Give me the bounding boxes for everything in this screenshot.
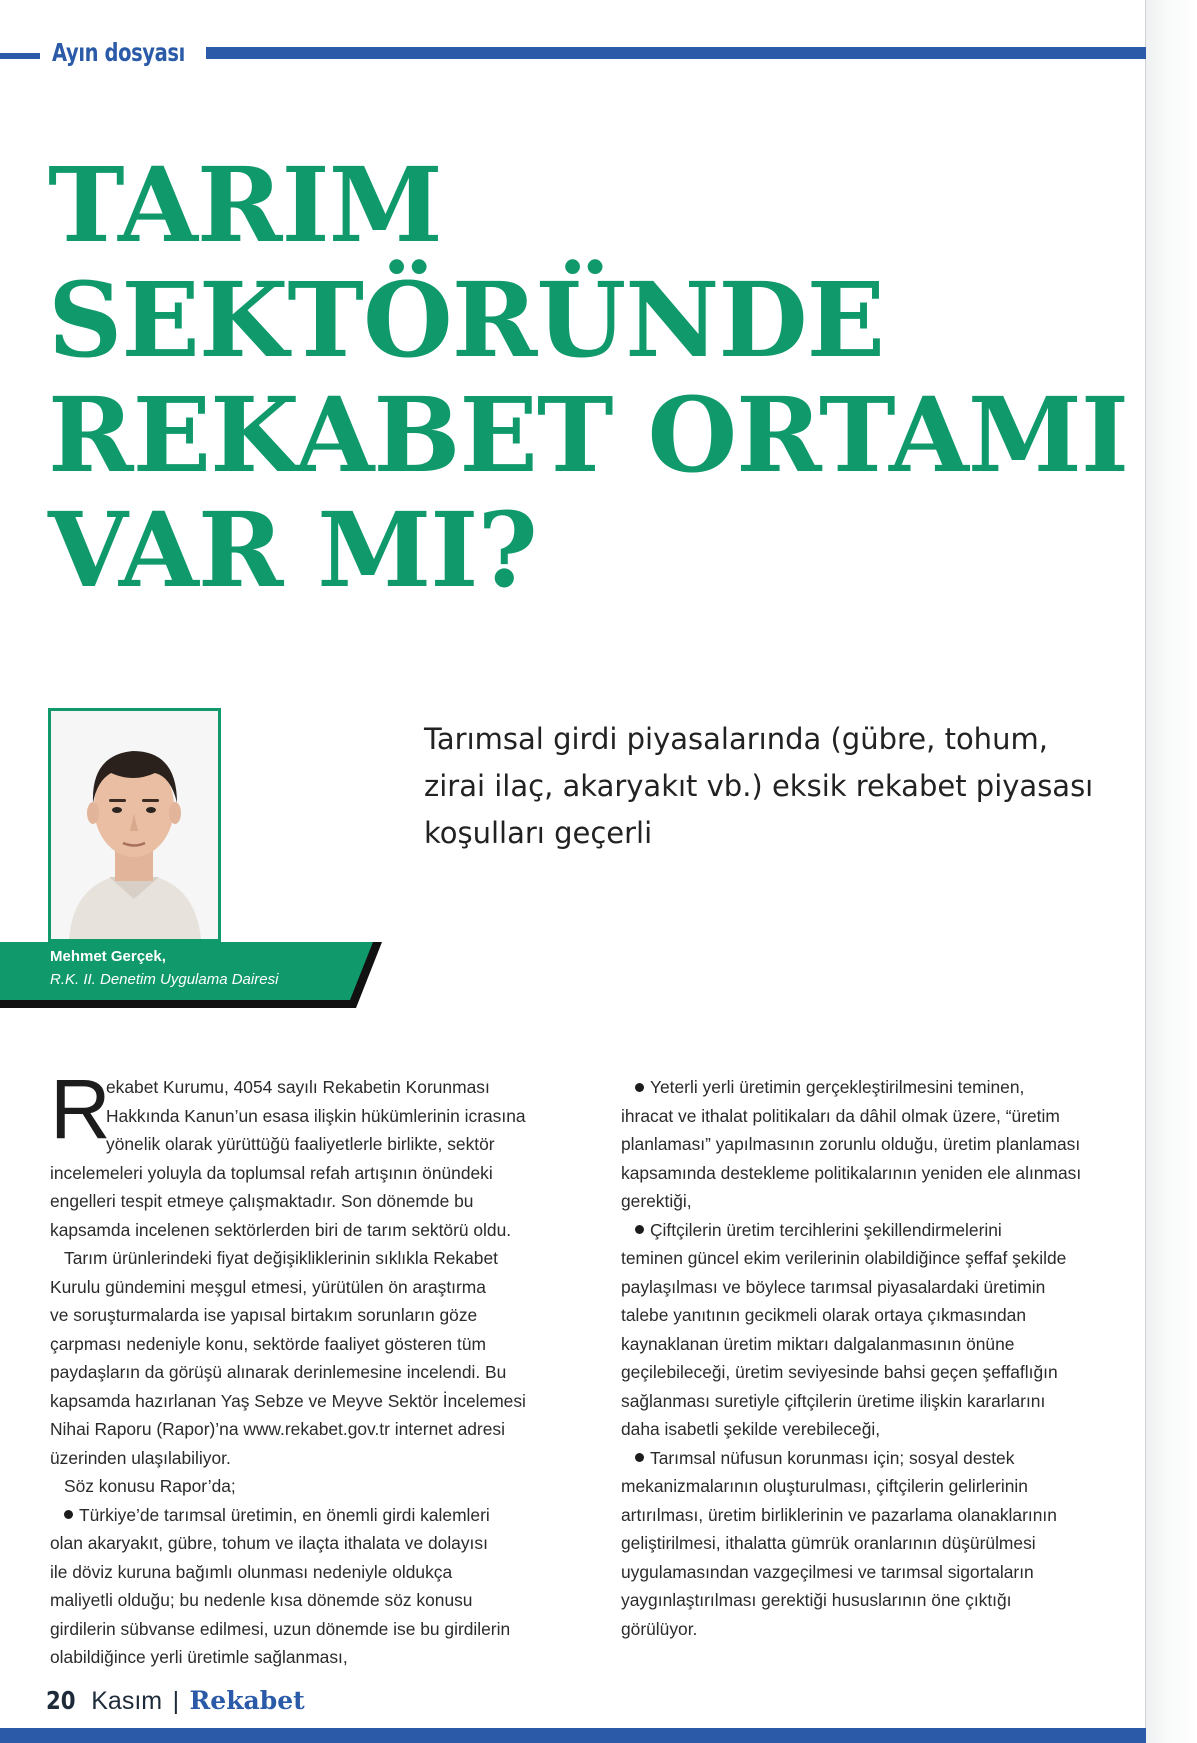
body-line: yaygınlaştırılması gerektiği hususlarının öne çıktığı xyxy=(621,1590,1012,1610)
footer-accent-bar xyxy=(0,1728,1146,1743)
bullet-text: Çiftçilerin üretim tercihlerini şekillendirmelerini xyxy=(650,1219,1002,1240)
body-line: üzerinden ulaşılabiliyor. xyxy=(50,1447,231,1468)
body-column-left xyxy=(50,1062,570,1672)
headline-line: REKABET ORTAMI xyxy=(48,375,1129,496)
body-line: geliştirilmesi, ithalatta gümrük oranlarının düşürülmesi xyxy=(621,1533,1036,1553)
body-line: mekanizmalarının oluşturulması, çiftçilerin gelirlerinin xyxy=(621,1476,1028,1496)
author-photo-frame xyxy=(48,708,221,942)
bullet-icon xyxy=(635,1083,644,1092)
article-deck xyxy=(424,716,1144,857)
page-number: 20 xyxy=(46,1686,76,1715)
body-line: Söz konusu Rapor’da; xyxy=(64,1476,236,1496)
body-line: maliyetli olduğu; bu nedenle kısa dönemde söz konusu xyxy=(50,1590,473,1610)
body-line: Kurulu gündemini meşgul etmesi, yürütülen ön araştırma xyxy=(50,1276,486,1297)
body-line: olabildiğince yerli üretimle sağlanması, xyxy=(50,1647,348,1667)
body-line: gerektiği, xyxy=(621,1191,692,1211)
drop-cap: R xyxy=(50,1062,111,1156)
body-line: yönelik olarak yürüttüğü faaliyetlerle birlikte, sektör xyxy=(106,1134,495,1154)
body-line: teminen güncel ekim verilerinin olabildiğince şeffaf şekilde xyxy=(621,1248,1067,1268)
bullet-text: Tarımsal nüfusun korunması için; sosyal destek xyxy=(650,1447,1015,1468)
body-line: kaynaklanan üretim miktarı dalgalanmasının önüne xyxy=(621,1333,1015,1354)
bullet-text: Yeterli yerli üretimin gerçekleştirilmesini teminen, xyxy=(650,1077,1025,1097)
deck-line: Tarımsal girdi piyasalarında (gübre, tohum, xyxy=(424,722,1048,756)
body-line: olan akaryakıt, gübre, tohum ve ilaçta ithalata ve dolayısı xyxy=(50,1533,488,1553)
body-line: sağlanması suretiyle çiftçilerin üretime ilişkin kararlarını xyxy=(621,1390,1046,1411)
page-footer xyxy=(46,1686,305,1716)
body-line: kapsamda hazırlanan Yaş Sebze ve Meyve Sektör İncelemesi xyxy=(50,1390,526,1411)
deck-line: zirai ilaç, akaryakıt vb.) eksik rekabet piyasası xyxy=(424,769,1094,803)
body-line: talebe yanıtının gecikmeli olarak ortaya çıkmasından xyxy=(621,1305,1027,1325)
magazine-brand: Rekabet xyxy=(189,1686,305,1715)
body-line: girdilerin sübvanse edilmesi, uzun dönemde ise bu girdilerin xyxy=(50,1618,511,1639)
deck-line: koşulları geçerli xyxy=(424,816,653,850)
article-headline xyxy=(48,145,1138,611)
author-portrait-photo xyxy=(51,711,218,939)
author-role: R.K. II. Denetim Uygulama Dairesi xyxy=(50,971,279,988)
body-line: ekabet Kurumu, 4054 sayılı Rekabetin Korunması xyxy=(106,1077,490,1097)
footer-separator: | xyxy=(172,1687,180,1715)
body-line xyxy=(621,1444,1141,1473)
body-line: kapsamda incelenen sektörlerden biri de tarım sektörü oldu. xyxy=(50,1219,512,1240)
body-column-right xyxy=(621,1073,1141,1643)
body-line: görülüyor. xyxy=(621,1618,698,1639)
body-line: artırılması, üretim birliklerinin ve pazarlama olanaklarının xyxy=(621,1504,1057,1525)
body-line: geçilebileceği, üretim seviyesinde bahsi geçen şeffaflığın xyxy=(621,1362,1058,1382)
bullet-icon xyxy=(635,1225,644,1234)
bullet-text: Türkiye’de tarımsal üretimin, en önemli girdi kalemleri xyxy=(79,1504,490,1525)
body-line xyxy=(621,1216,1141,1245)
header-accent-bar-left xyxy=(0,53,40,59)
body-line: uygulamasından vazgeçilmesi ve tarımsal sigortaların xyxy=(621,1561,1034,1582)
header-accent-bar-right xyxy=(206,47,1146,59)
body-line: kapsamında destekleme politikalarının yeniden ele alınması xyxy=(621,1162,1082,1183)
body-line: engelleri tespit etmeye çalışmaktadır. Son dönemde bu xyxy=(50,1191,474,1211)
headline-line: SEKTÖRÜNDE xyxy=(48,260,885,381)
bullet-icon xyxy=(635,1453,644,1462)
author-name: Mehmet Gerçek, xyxy=(50,948,166,965)
bullet-icon xyxy=(64,1510,73,1519)
body-line: çarpması nedeniyle konu, sektörde faaliyet gösteren tüm xyxy=(50,1333,486,1354)
body-line: ile döviz kuruna bağımlı olunması nedeniyle oldukça xyxy=(50,1561,453,1582)
page-gutter-shadow xyxy=(1146,0,1197,1743)
body-line: daha isabetli şekilde verebileceği, xyxy=(621,1419,881,1439)
body-line: paylaşılması ve böylece tarımsal piyasalardaki üretimin xyxy=(621,1276,1046,1297)
issue-month: Kasım xyxy=(91,1687,163,1715)
body-line: ihracat ve ithalat politikaları da dâhil olmak üzere, “üretim xyxy=(621,1105,1060,1126)
body-line: Tarım ürünlerindeki fiyat değişikliklerinin sıklıkla Rekabet xyxy=(64,1248,498,1268)
body-line: Hakkında Kanun’un esasa ilişkin hükümlerinin icrasına xyxy=(106,1105,526,1126)
headline-line: TARIM xyxy=(48,145,442,266)
headline-line: VAR MI? xyxy=(48,490,537,611)
body-line: incelemeleri yoluyla da toplumsal refah artışının önündeki xyxy=(50,1162,493,1183)
section-title: Ayın dosyası xyxy=(52,38,185,67)
body-line xyxy=(50,1501,570,1530)
body-line: ve soruşturmalarda ise yapısal birtakım sorunların göze xyxy=(50,1305,478,1325)
body-line xyxy=(621,1073,1141,1102)
body-line: Nihai Raporu (Rapor)’na www.rekabet.gov.tr internet adresi xyxy=(50,1419,505,1439)
body-line: paydaşların da görüşü alınarak derinlemesine incelendi. Bu xyxy=(50,1362,507,1382)
body-line: planlaması” yapılmasının zorunlu olduğu, üretim planlaması xyxy=(621,1134,1081,1154)
